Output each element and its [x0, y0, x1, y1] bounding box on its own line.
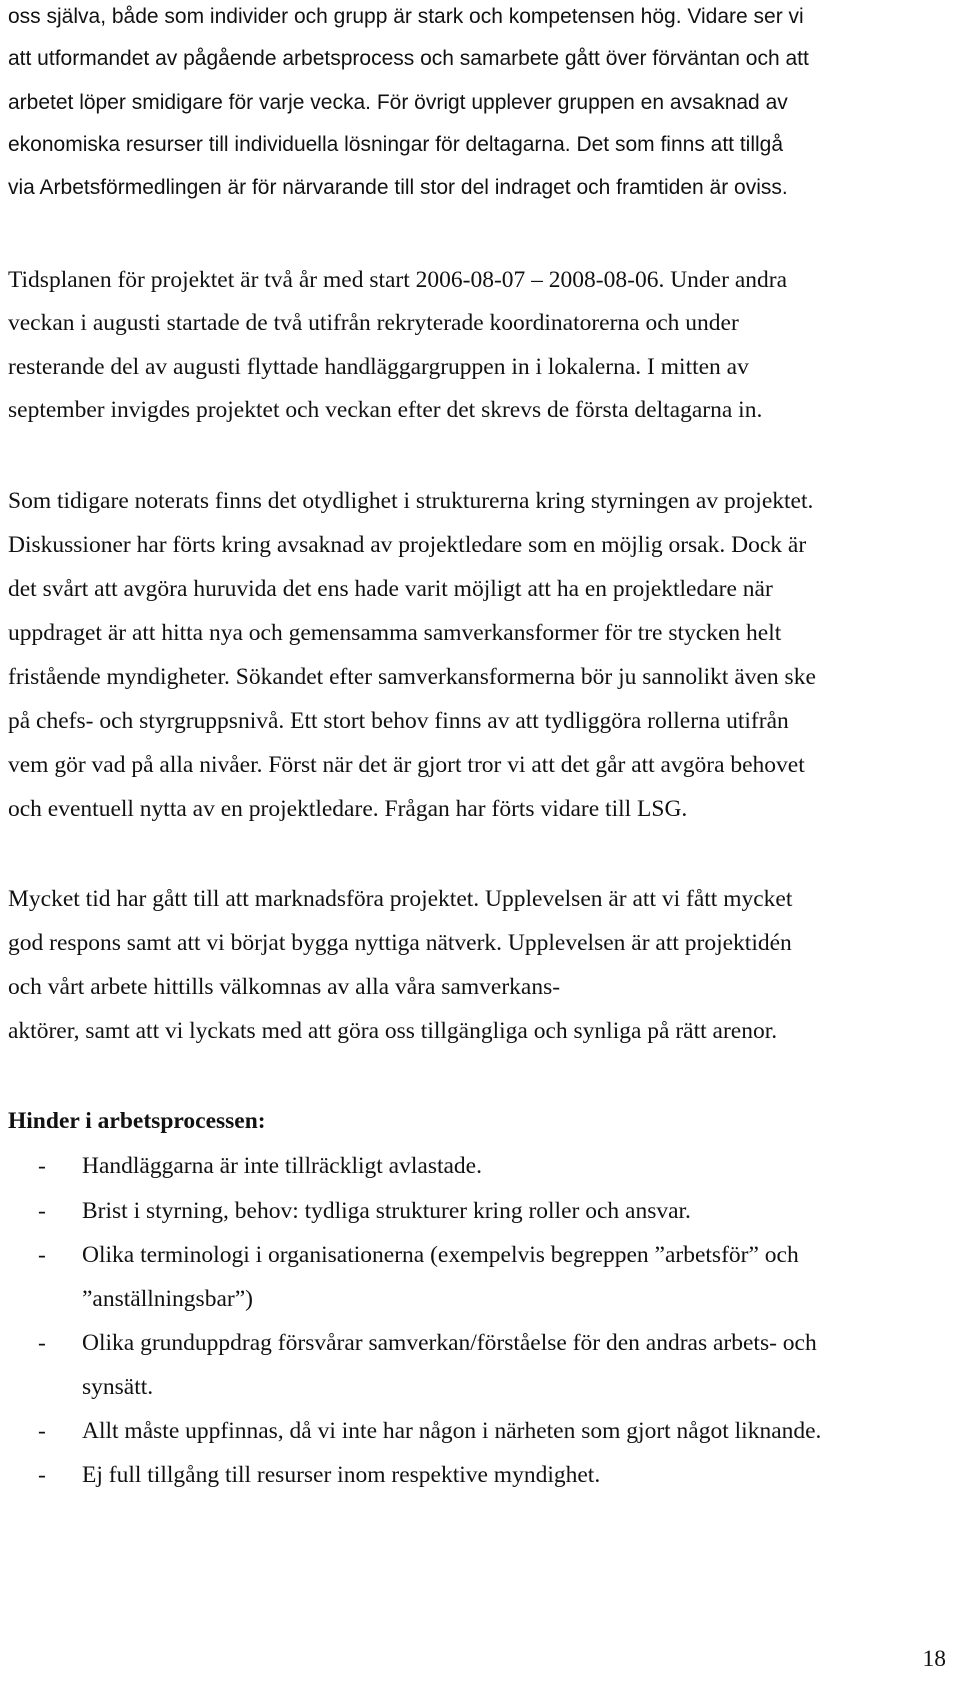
paragraph-line: vem gör vad på alla nivåer. Först när det är gjort tror vi att det går att avgöra behovet [8, 752, 805, 778]
list-item: Allt måste uppfinnas, då vi inte har någon i närheten som gjort något liknande. [82, 1418, 822, 1444]
paragraph-line: och eventuell nytta av en projektledare. Frågan har förts vidare till LSG. [8, 796, 688, 822]
paragraph-line: Mycket tid har gått till att marknadsföra projektet. Upplevelsen är att vi fått mycket [8, 886, 793, 912]
paragraph-line: oss själva, både som individer och grupp är stark och kompetensen hög. Vidare ser vi [8, 5, 804, 28]
list-item: Handläggarna är inte tillräckligt avlastade. [82, 1153, 482, 1179]
paragraph-line: resterande del av augusti flyttade handläggargruppen in i lokalerna. I mitten av [8, 354, 749, 380]
paragraph-line: på chefs- och styrgruppsnivå. Ett stort behov finns av att tydliggöra rollerna utifrån [8, 708, 789, 734]
page-number: 18 [922, 1646, 946, 1672]
list-bullet: - [38, 1153, 46, 1179]
paragraph-line: god respons samt att vi börjat bygga nyttiga nätverk. Upplevelsen är att projektidén [8, 930, 792, 956]
list-bullet: - [38, 1198, 46, 1224]
list-item: Ej full tillgång till resurser inom respektive myndighet. [82, 1462, 601, 1488]
paragraph-line: fristående myndigheter. Sökandet efter samverkansformerna bör ju sannolikt även ske [8, 664, 816, 690]
paragraph-line: Tidsplanen för projektet är två år med start 2006-08-07 – 2008-08-06. Under andra [8, 267, 787, 293]
paragraph-line: och vårt arbete hittills välkomnas av alla våra samverkans- [8, 974, 561, 1000]
paragraph-line: september invigdes projektet och veckan efter det skrevs de första deltagarna in. [8, 397, 763, 423]
paragraph-line: Diskussioner har förts kring avsaknad av projektledare som en möjlig orsak. Dock är [8, 532, 807, 558]
paragraph-line: uppdraget är att hitta nya och gemensamma samverkansformer för tre stycken helt [8, 620, 782, 646]
paragraph-line: att utformandet av pågående arbetsprocess och samarbete gått över förväntan och att [8, 47, 809, 70]
list-item: Olika grunduppdrag försvårar samverkan/förståelse för den andras arbets- och [82, 1330, 817, 1356]
paragraph-line: ekonomiska resurser till individuella lösningar för deltagarna. Det som finns att tillgå [8, 133, 784, 156]
list-bullet: - [38, 1330, 46, 1356]
list-bullet: - [38, 1418, 46, 1444]
section-heading: Hinder i arbetsprocessen: [8, 1108, 266, 1134]
paragraph-line: via Arbetsförmedlingen är för närvarande till stor del indraget och framtiden är oviss. [8, 176, 788, 199]
paragraph-line: aktörer, samt att vi lyckats med att göra oss tillgängliga och synliga på rätt arenor. [8, 1018, 778, 1044]
list-item-continuation: ”anställningsbar”) [82, 1286, 253, 1312]
paragraph-line: Som tidigare noterats finns det otydlighet i strukturerna kring styrningen av projektet. [8, 488, 814, 514]
list-bullet: - [38, 1462, 46, 1488]
paragraph-line: veckan i augusti startade de två utifrån rekryterade koordinatorerna och under [8, 310, 739, 336]
list-bullet: - [38, 1242, 46, 1268]
list-item: Olika terminologi i organisationerna (exempelvis begreppen ”arbetsför” och [82, 1242, 799, 1268]
paragraph-line: arbetet löper smidigare för varje vecka. För övrigt upplever gruppen en avsaknad av [8, 91, 788, 114]
paragraph-line: det svårt att avgöra huruvida det ens hade varit möjligt att ha en projektledare när [8, 576, 773, 602]
list-item-continuation: synsätt. [82, 1374, 154, 1400]
list-item: Brist i styrning, behov: tydliga strukturer kring roller och ansvar. [82, 1198, 691, 1224]
